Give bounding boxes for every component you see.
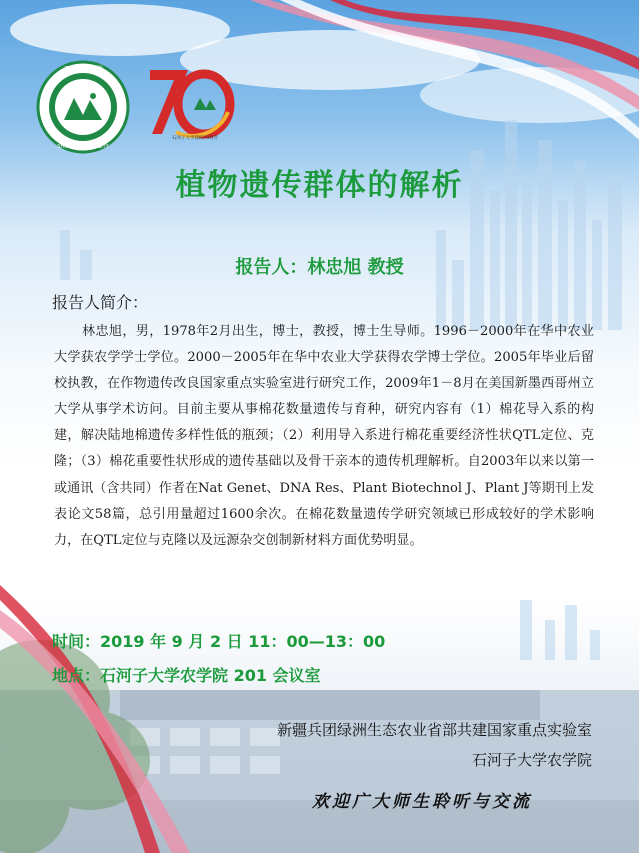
speaker-bio: 林忠旭，男，1978年2月出生，博士，教授，博士生导师。1996－2000年在华中农业大学获农学学士学位。2000－2005年在华中农业大学获得农学博士学位。2005年毕业后留校执教，在作物遗传改良国家重点实验室进行研究工作，2009年1－8月在美国新墨西哥州立大学从事学术访问。目前主要从事棉花数量遗传与育种，研究内容有（1）棉花导入系的构建，解决陆地棉遗传多样性低的瓶颈；（2）利用导入系进行棉花重要经济性状QTL定位、克隆；（3）棉花重要性状形成的遗传基础以及骨干亲本的遗传机理解析。自2003年以来以第一或通讯（含共同）作者在Nat Genet、DNA Res、Plant Biotechnol J、Plant J等期刊上发表论文58篇，总引用量超过1600余次。在棉花数量遗传学研究领域已形成较好的学术影响力，在QTL定位与克隆以及远源杂交创制新材料方面优势明显。 xyxy=(54,324,594,548)
event-time: 时间：2019 年 9 月 2 日 11：00—13：00 xyxy=(52,632,386,651)
speaker-intro-heading: 报告人简介： xyxy=(52,293,149,312)
organizer-lab: 新疆兵团绿洲生态农业省部共建国家重点实验室 xyxy=(276,721,592,739)
seal-text-top: 石河子大学 xyxy=(63,65,103,74)
university-seal-icon xyxy=(36,60,130,154)
seal-text-bottom: SHIHEZI UNIVERSITY xyxy=(57,144,109,150)
70th-anniversary-logo-icon xyxy=(140,62,235,142)
event-location: 地点：石河子大学农学院 201 会议室 xyxy=(52,666,321,685)
poster-title: 植物遗传群体的解析 xyxy=(175,168,464,203)
speaker-line: 报告人：林忠旭 教授 xyxy=(235,257,404,278)
organizer-college: 石河子大学农学院 xyxy=(471,751,592,769)
welcome-slogan: 欢迎广大师生聆听与交流 xyxy=(312,792,532,812)
anniversary-caption: 石河子大学建校70周年 xyxy=(171,136,219,141)
